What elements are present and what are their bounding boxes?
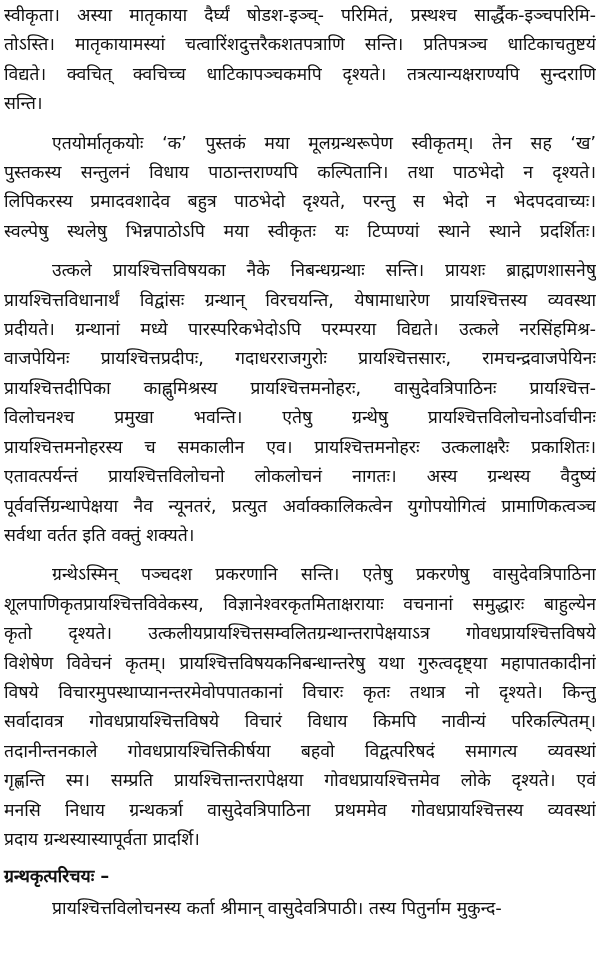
text-line: कृतो दृश्यते। उत्कलीयप्रायश्चित्तसम्वलितग्रन्थान्तरापेक्षयाऽत्र गोवधप्रायश्चित्तविषये <box>4 624 596 645</box>
text-line: पुस्तकस्य सन्तुलनं विधाय पाठान्तराण्यपि कल्पितानि। तथा पाठभेदो न दृश्यते। <box>4 163 596 184</box>
text-line: प्रायश्चित्तविलोचनस्य कर्ता श्रीमान् वासुदेवत्रिपाठी। तस्य पितुर्नाम मुकुन्द- <box>52 898 502 919</box>
text-line: मनसि निधाय ग्रन्थकर्त्रा वासुदेवत्रिपाठिना प्रथममेव गोवधप्रायश्चित्तस्य व्यवस्थां <box>4 800 596 821</box>
text-line: उत्कले प्रायश्चित्तविषयका नैके निबन्धग्रन्थाः सन्ति। प्रायशः ब्राह्मणशासनेषु <box>52 261 596 282</box>
text-line: प्रदाय ग्रन्थस्यास्यापूर्वता प्रादर्शि। <box>4 829 200 850</box>
paragraph-manuscript-description <box>4 2 596 120</box>
text-line: गृह्णन्ति स्म। सम्प्रति प्रायश्चित्तान्तरापेक्षया गोवधप्रायश्चित्तमेव लोके दृश्यते। एवं <box>4 771 596 792</box>
text-line: विलोचनश्च प्रमुखा भवन्ति। एतेषु ग्रन्थेषु प्रायश्चित्तविलोचनोऽर्वाचीनः <box>4 408 596 429</box>
text-line: प्रदीयते। ग्रन्थानां मध्ये पारस्परिकभेदोऽपि परम्परया विद्यते। उत्कले नरसिंहमिश्र- <box>4 320 596 341</box>
text-line: शूलपाणिकृतप्रायश्चित्तविवेकस्य, विज्ञानेश्वरकृतमिताक्षरायाः वचनानां समुद्धारः बाहुल्येन <box>4 594 596 615</box>
text-line: तोऽस्ति। मातृकायामस्यां चत्वारिंशदुत्तरैकशतपत्राणि सन्ति। प्रतिपत्रञ्च धाटिकाचतुष्टयं <box>4 35 596 56</box>
paragraph-author-introduction <box>4 895 596 924</box>
text-line: विषये विचारमुपस्थाप्यानन्तरमेवोपपातकानां विचारः कृतः तथात्र नो दृश्यते। किन्तु <box>4 682 596 703</box>
text-line: प्रायश्चित्तमनोहरस्य च समकालीन एव। प्रायश्चित्तमनोहरः उत्कलाक्षरैः प्रकाशितः। <box>4 437 596 458</box>
text-line: प्रायश्चित्तदीपिका काह्नुमिश्रस्य प्रायश्चित्तमनोहरः, वासुदेवत्रिपाठिनः प्रायश्चित्त- <box>4 378 596 399</box>
document-page <box>4 2 596 955</box>
text-line: एतयोर्मातृकयोः ‘क’ पुस्तकं मया मूलग्रन्थरूपेण स्वीकृतम्। तेन सह ‘ख’ <box>52 133 596 154</box>
paragraph-chapters-overview <box>4 561 596 855</box>
text-line: पूर्ववर्त्तिग्रन्थापेक्षया नैव न्यूनतरं, प्रत्युत अर्वाक्कालिकत्वेन युगोपयोगित्वं प्रामाणिकत्वञ्च <box>4 496 596 517</box>
text-line: विद्यते। क्वचित् क्वचिच्च धाटिकापञ्चकमपि दृश्यते। तत्रत्यान्यक्षराण्यपि सुन्दराणि <box>4 64 596 85</box>
text-line: सर्वादावत्र गोवधप्रायश्चित्तविषये विचारं विधाय किमपि नावीन्यं परिकल्पितम्। <box>4 712 596 733</box>
text-line: लिपिकरस्य प्रमादवशादेव बहुत्र पाठभेदो दृश्यते, परन्तु स भेदो न भेदपदवाच्यः। <box>4 192 596 213</box>
text-line: विशेषेण विवेचनं कृतम्। प्रायश्चित्तविषयकनिबन्धान्तरेषु यथा गुरुत्वदृष्ट्या महापातकादीनां <box>4 653 596 674</box>
text-line: स्वल्पेषु स्थलेषु भिन्नपाठोऽपि मया स्वीकृतः यः टिप्पण्यां स्थाने स्थाने प्रदर्शितः। <box>4 221 596 242</box>
text-line: तदानीन्तनकाले गोवधप्रायश्चित्तिकीर्षया बहवो विद्वत्परिषदं समागत्य व्यवस्थां <box>4 741 596 762</box>
text-line: ग्रन्थेऽस्मिन् पञ्चदश प्रकरणानि सन्ति। एतेषु प्रकरणेषु वासुदेवत्रिपाठिना <box>52 565 596 586</box>
section-heading: ग्रन्थकृत्परिचयः – <box>4 867 110 888</box>
paragraph-prayashchitta-works <box>4 257 596 551</box>
paragraph-manuscript-collation <box>4 130 596 248</box>
text-line: एतावत्पर्यन्तं प्रायश्चित्तविलोचनो लोकलोचनं नागतः। अस्य ग्रन्थस्य वैदुष्यं <box>4 467 596 488</box>
text-line: प्रायश्चित्तविधानार्थं विद्वांसः ग्रन्थान् विरचयन्ति, येषामाधारेण प्रायश्चित्तस्य व्यवस्था <box>4 290 596 311</box>
text-line: सर्वथा वर्तत इति वक्तुं शक्यते। <box>4 525 195 546</box>
text-line: स्वीकृता। अस्या मातृकाया दैर्घ्यं षोडश-इञ्च्- परिमितं, प्रस्थश्च सार्द्धैक-इञ्चपरिमि- <box>4 6 596 26</box>
text-line: सन्ति। <box>4 94 43 115</box>
text-line: वाजपेयिनः प्रायश्चित्तप्रदीपः, गदाधरराजगुरोः प्रायश्चित्तसारः, रामचन्द्रवाजपेयिनः <box>4 349 596 370</box>
